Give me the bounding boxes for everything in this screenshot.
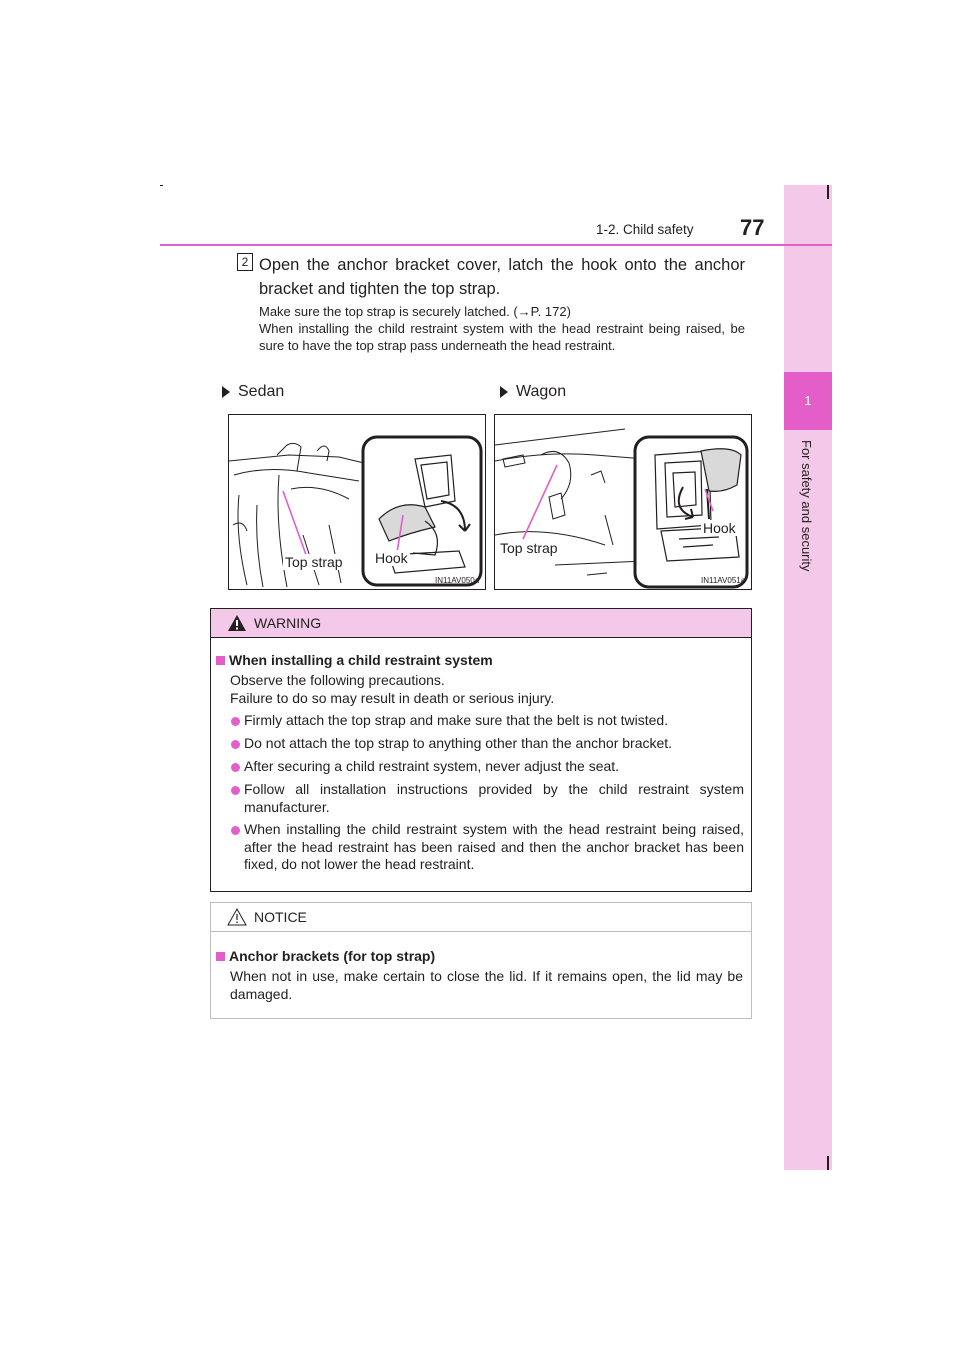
chapter-title: For safety and security	[799, 440, 814, 572]
caution-triangle-icon	[227, 908, 247, 926]
notice-box	[210, 902, 752, 1019]
notice-title	[216, 948, 435, 964]
sedan-illustration	[228, 414, 486, 590]
wagon-figure-code: IN11AV051a	[701, 576, 746, 585]
warning-bullet-4: Follow all installation instructions provided by the child restraint system manufacturer.	[244, 781, 744, 815]
step-note-line-1: Make sure the top strap is securely latched. (→P. 172)	[259, 304, 571, 319]
notice-header	[211, 903, 751, 932]
chapter-number: 1	[804, 393, 812, 408]
wagon-top-strap-label: Top strap	[500, 540, 558, 556]
notice-label: NOTICE	[254, 909, 307, 925]
bullet-dot-icon	[231, 786, 240, 795]
wagon-hook-label: Hook	[703, 520, 736, 536]
warning-triangle-icon	[227, 614, 247, 632]
triangle-bullet-icon	[500, 386, 508, 398]
warning-intro	[230, 672, 745, 707]
wagon-drawing	[495, 415, 751, 589]
square-bullet-icon	[216, 952, 225, 961]
bullet-dot-icon	[231, 740, 240, 749]
sedan-heading-text: Sedan	[238, 383, 285, 400]
square-bullet-icon	[216, 656, 225, 665]
crop-mark	[160, 185, 163, 186]
header-rule	[160, 244, 832, 246]
step-number-box: 2	[237, 253, 253, 271]
warning-intro-line-1: Observe the following precautions.	[230, 672, 445, 688]
step-instruction: Open the anchor bracket cover, latch the hook onto the anchor bracket and tighten the top strap.	[259, 256, 745, 298]
sedan-hook-label: Hook	[375, 550, 408, 566]
bullet-dot-icon	[231, 826, 240, 835]
crop-mark	[827, 185, 829, 199]
warning-box	[210, 608, 752, 892]
sedan-figure-code: IN11AV050a	[435, 576, 480, 585]
warning-bullet-3: After securing a child restraint system, never adjust the seat.	[244, 758, 620, 774]
sedan-heading	[222, 383, 284, 401]
notice-title-text: Anchor brackets (for top strap)	[229, 948, 436, 964]
bullet-dot-icon	[231, 763, 240, 772]
warning-bullet-2: Do not attach the top strap to anything other than the anchor bracket.	[244, 735, 673, 751]
step-note-line-2: When installing the child restraint system with the head restraint being raised, be sure to have the top strap pass underneath the head restraint.	[259, 321, 745, 353]
section-title: 1-2. Child safety	[596, 222, 694, 237]
step-note	[259, 303, 745, 354]
warning-intro-line-2: Failure to do so may result in death or serious injury.	[230, 689, 555, 706]
warning-title-text: When installing a child restraint system	[229, 652, 493, 668]
sedan-top-strap-label: Top strap	[285, 554, 343, 570]
wagon-illustration	[494, 414, 752, 590]
warning-bullet-5: When installing the child restraint system with the head restraint being raised, after the head restraint has been raised and then the anchor bracket has been fixed, do not lower the head restraint.	[244, 821, 744, 872]
page-number: 77	[740, 215, 765, 240]
crop-mark	[827, 1156, 829, 1170]
warning-title	[216, 652, 493, 668]
warning-label: WARNING	[254, 615, 322, 631]
wagon-heading-text: Wagon	[516, 383, 567, 400]
chapter-title-vertical	[800, 440, 820, 620]
notice-text: When not in use, make certain to close the lid. If it remains open, the lid may be damaged.	[230, 968, 743, 1002]
sedan-drawing	[229, 415, 485, 589]
triangle-bullet-icon	[222, 386, 230, 398]
warning-header	[211, 609, 751, 638]
warning-bullet-1: Firmly attach the top strap and make sure that the belt is not twisted.	[244, 712, 669, 728]
wagon-heading	[500, 383, 566, 401]
side-tab-bar	[784, 185, 832, 1170]
bullet-dot-icon	[231, 717, 240, 726]
